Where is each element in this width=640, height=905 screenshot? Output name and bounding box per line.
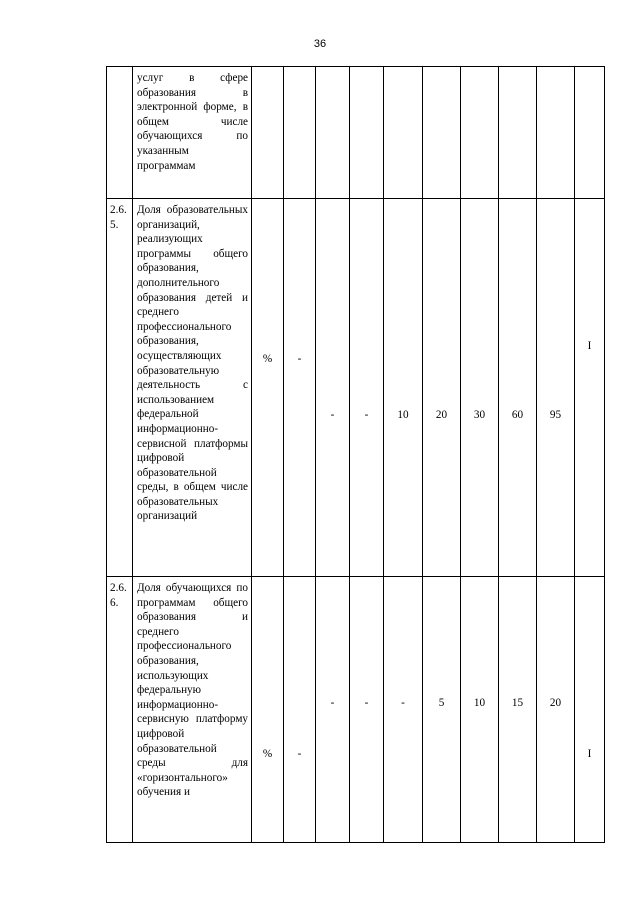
value-cell <box>461 199 499 577</box>
base-value-cell <box>284 67 316 199</box>
value-cell <box>423 199 461 577</box>
value-cell <box>384 577 423 843</box>
value-text: - <box>364 697 369 709</box>
unit-text: % <box>262 353 273 365</box>
value-cell <box>316 577 350 843</box>
value-text: 5 <box>438 697 445 709</box>
row-number <box>107 199 133 577</box>
last-cell-text: I <box>587 340 592 352</box>
value-cell <box>537 67 575 199</box>
value-cell <box>350 199 384 577</box>
value-cell <box>537 577 575 843</box>
row-number-text: 2.6. 5. <box>110 204 127 231</box>
unit-cell <box>252 199 284 577</box>
row-number <box>107 67 133 199</box>
value-cell <box>461 67 499 199</box>
value-text: - <box>330 409 335 421</box>
base-value-cell <box>284 577 316 843</box>
base-value-text: - <box>297 748 302 760</box>
value-cell <box>350 577 384 843</box>
indicator-name: Доля образовательных организаций, реализующих программы общего образования, дополнительного образования детей и среднего профессионального образования, осуществляющих образовательную деятельность с использованием федеральной информационно-сервисной платформы цифровой образовательной среды, в общем числе образовательных организаций <box>133 199 252 577</box>
value-text: 20 <box>549 697 562 709</box>
last-cell <box>575 199 605 577</box>
indicator-name: Доля обучающихся по программам общего образования и среднего профессионального образования, использующих федеральную информационно-сервисную платформу цифровой образовательной среды для «горизонтального» обучения и <box>133 577 252 843</box>
value-cell <box>423 577 461 843</box>
value-cell <box>316 67 350 199</box>
value-cell <box>499 577 537 843</box>
value-text: - <box>330 697 335 709</box>
unit-text: % <box>262 748 273 760</box>
value-cell <box>384 67 423 199</box>
unit-cell <box>252 67 284 199</box>
last-cell <box>575 67 605 199</box>
value-cell <box>499 199 537 577</box>
value-text: - <box>364 409 369 421</box>
row-number-text: 2.6. 6. <box>110 582 127 609</box>
value-cell <box>350 67 384 199</box>
value-text: 10 <box>473 697 486 709</box>
value-text: 10 <box>397 409 409 421</box>
unit-cell <box>252 577 284 843</box>
page-number: 36 <box>313 38 327 50</box>
last-cell-text: I <box>587 748 592 760</box>
row-number <box>107 577 133 843</box>
table-row <box>107 67 605 199</box>
indicator-name: услуг в сфере образования в электронной форме, в общем числе обучающихся по указанным программам <box>133 67 252 199</box>
value-text: 20 <box>435 409 448 421</box>
value-text: 60 <box>511 409 524 421</box>
table-row <box>107 577 605 843</box>
value-text: 95 <box>549 409 562 421</box>
value-text: 15 <box>511 697 524 709</box>
value-cell <box>461 577 499 843</box>
value-cell <box>499 67 537 199</box>
value-cell <box>316 199 350 577</box>
value-cell <box>537 199 575 577</box>
base-value-cell <box>284 199 316 577</box>
indicators-table <box>106 66 605 843</box>
value-cell <box>423 67 461 199</box>
value-text: 30 <box>473 409 486 421</box>
value-cell <box>384 199 423 577</box>
last-cell <box>575 577 605 843</box>
base-value-text: - <box>297 353 302 365</box>
table-row <box>107 199 605 577</box>
value-text: - <box>401 697 405 709</box>
